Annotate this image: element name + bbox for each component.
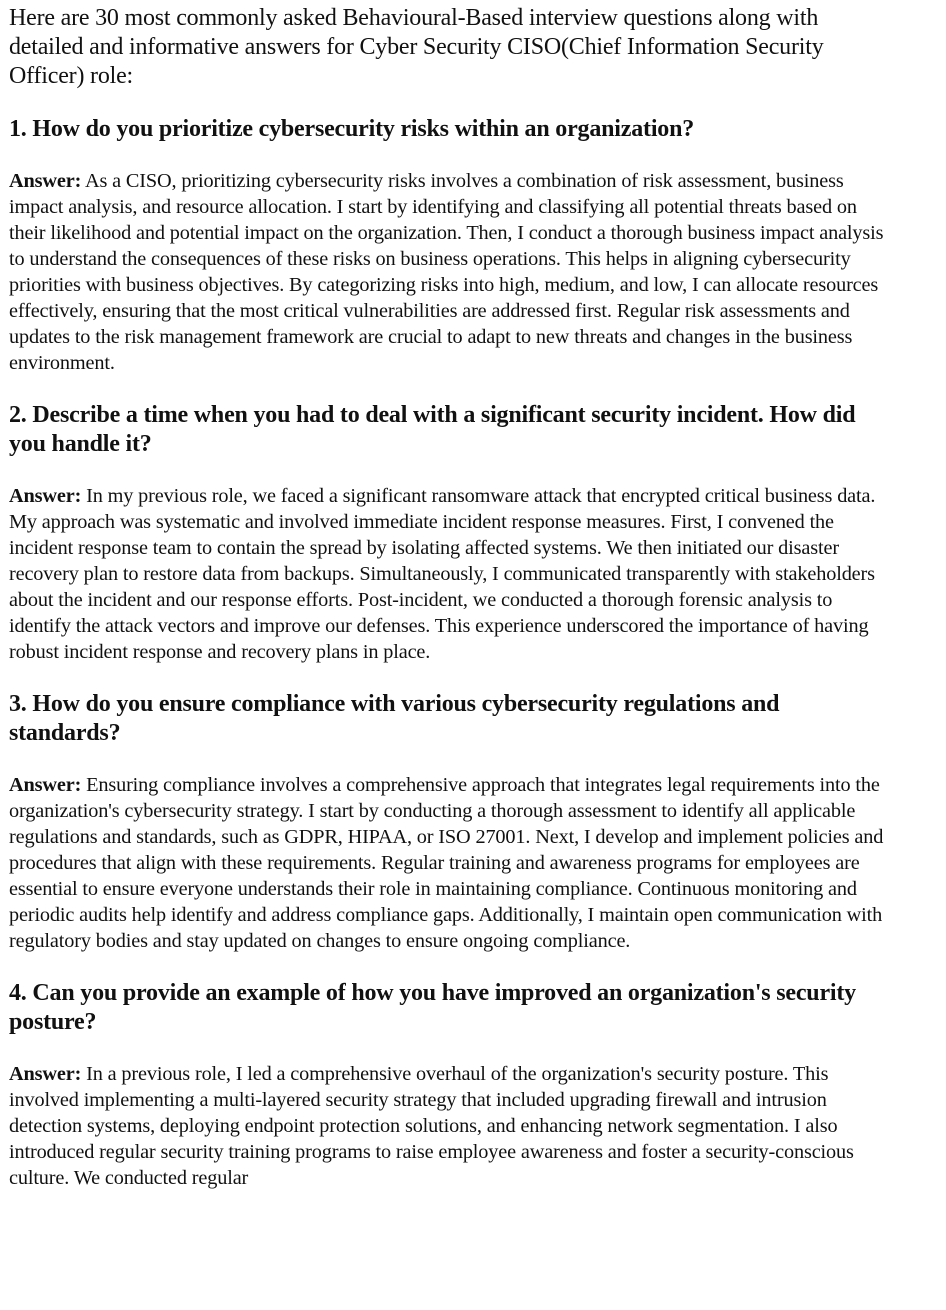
answer-label: Answer: xyxy=(9,1063,82,1085)
intro-paragraph: Here are 30 most commonly asked Behavioural-Based interview questions along with detailed and informative answers for Cyber Security CISO(Chief Information Security Officer) role: xyxy=(9,5,824,89)
answer-paragraph xyxy=(9,772,889,954)
answer-text: Ensuring compliance involves a comprehensive approach that integrates legal requirements into the organization's cybersecurity strategy. I start by conducting a thorough assessment to identify all applicable regulations and standards, such as GDPR, HIPAA, or ISO 27001. Next, I develop and implement policies and procedures that align with these requirements. Regular training and awareness programs for employees are essential to ensure everyone understands their role in maintaining compliance. Continuous monitoring and periodic audits help identify and address compliance gaps. Additionally, I maintain open communication with regulatory bodies and stay updated on changes to ensure ongoing compliance. xyxy=(9,774,884,952)
answer-label: Answer: xyxy=(9,485,82,507)
qa-item-4 xyxy=(9,979,889,1191)
answer-paragraph xyxy=(9,483,889,665)
answer-paragraph xyxy=(9,1061,889,1191)
question-heading: 1. How do you prioritize cybersecurity risks within an organization? xyxy=(9,116,695,142)
answer-text: In a previous role, I led a comprehensive overhaul of the organization's security posture. This involved implementing a multi-layered security strategy that included upgrading firewall and intrusion detection systems, deploying endpoint protection solutions, and enhancing network segmentation. I also introduced regular security training programs to raise employee awareness and foster a security-conscious culture. We conducted regular xyxy=(9,1063,854,1189)
question-heading: 4. Can you provide an example of how you have improved an organization's security posture? xyxy=(9,980,856,1035)
answer-label: Answer: xyxy=(9,774,82,796)
question-heading: 3. How do you ensure compliance with various cybersecurity regulations and standards? xyxy=(9,691,780,746)
question-heading: 2. Describe a time when you had to deal with a significant security incident. How did you handle it? xyxy=(9,402,856,457)
answer-paragraph xyxy=(9,168,889,376)
qa-item-3 xyxy=(9,690,889,954)
qa-item-2 xyxy=(9,401,889,665)
qa-item-1 xyxy=(9,115,889,376)
answer-label: Answer: xyxy=(9,170,82,192)
answer-text: As a CISO, prioritizing cybersecurity risks involves a combination of risk assessment, business impact analysis, and resource allocation. I start by identifying and classifying all potential threats based on their likelihood and potential impact on the organization. Then, I conduct a thorough business impact analysis to understand the consequences of these risks on business operations. This helps in aligning cybersecurity priorities with business objectives. By categorizing risks into high, medium, and low, I can allocate resources effectively, ensuring that the most critical vulnerabilities are addressed first. Regular risk assessments and updates to the risk management framework are crucial to adapt to new threats and changes in the business environment. xyxy=(9,170,884,374)
answer-text: In my previous role, we faced a significant ransomware attack that encrypted critical business data. My approach was systematic and involved immediate incident response measures. First, I convened the incident response team to contain the spread by isolating affected systems. We then initiated our disaster recovery plan to restore data from backups. Simultaneously, I communicated transparently with stakeholders about the incident and our response efforts. Post-incident, we conducted a thorough forensic analysis to identify the attack vectors and improve our defenses. This experience underscored the importance of having robust incident response and recovery plans in place. xyxy=(9,485,876,663)
